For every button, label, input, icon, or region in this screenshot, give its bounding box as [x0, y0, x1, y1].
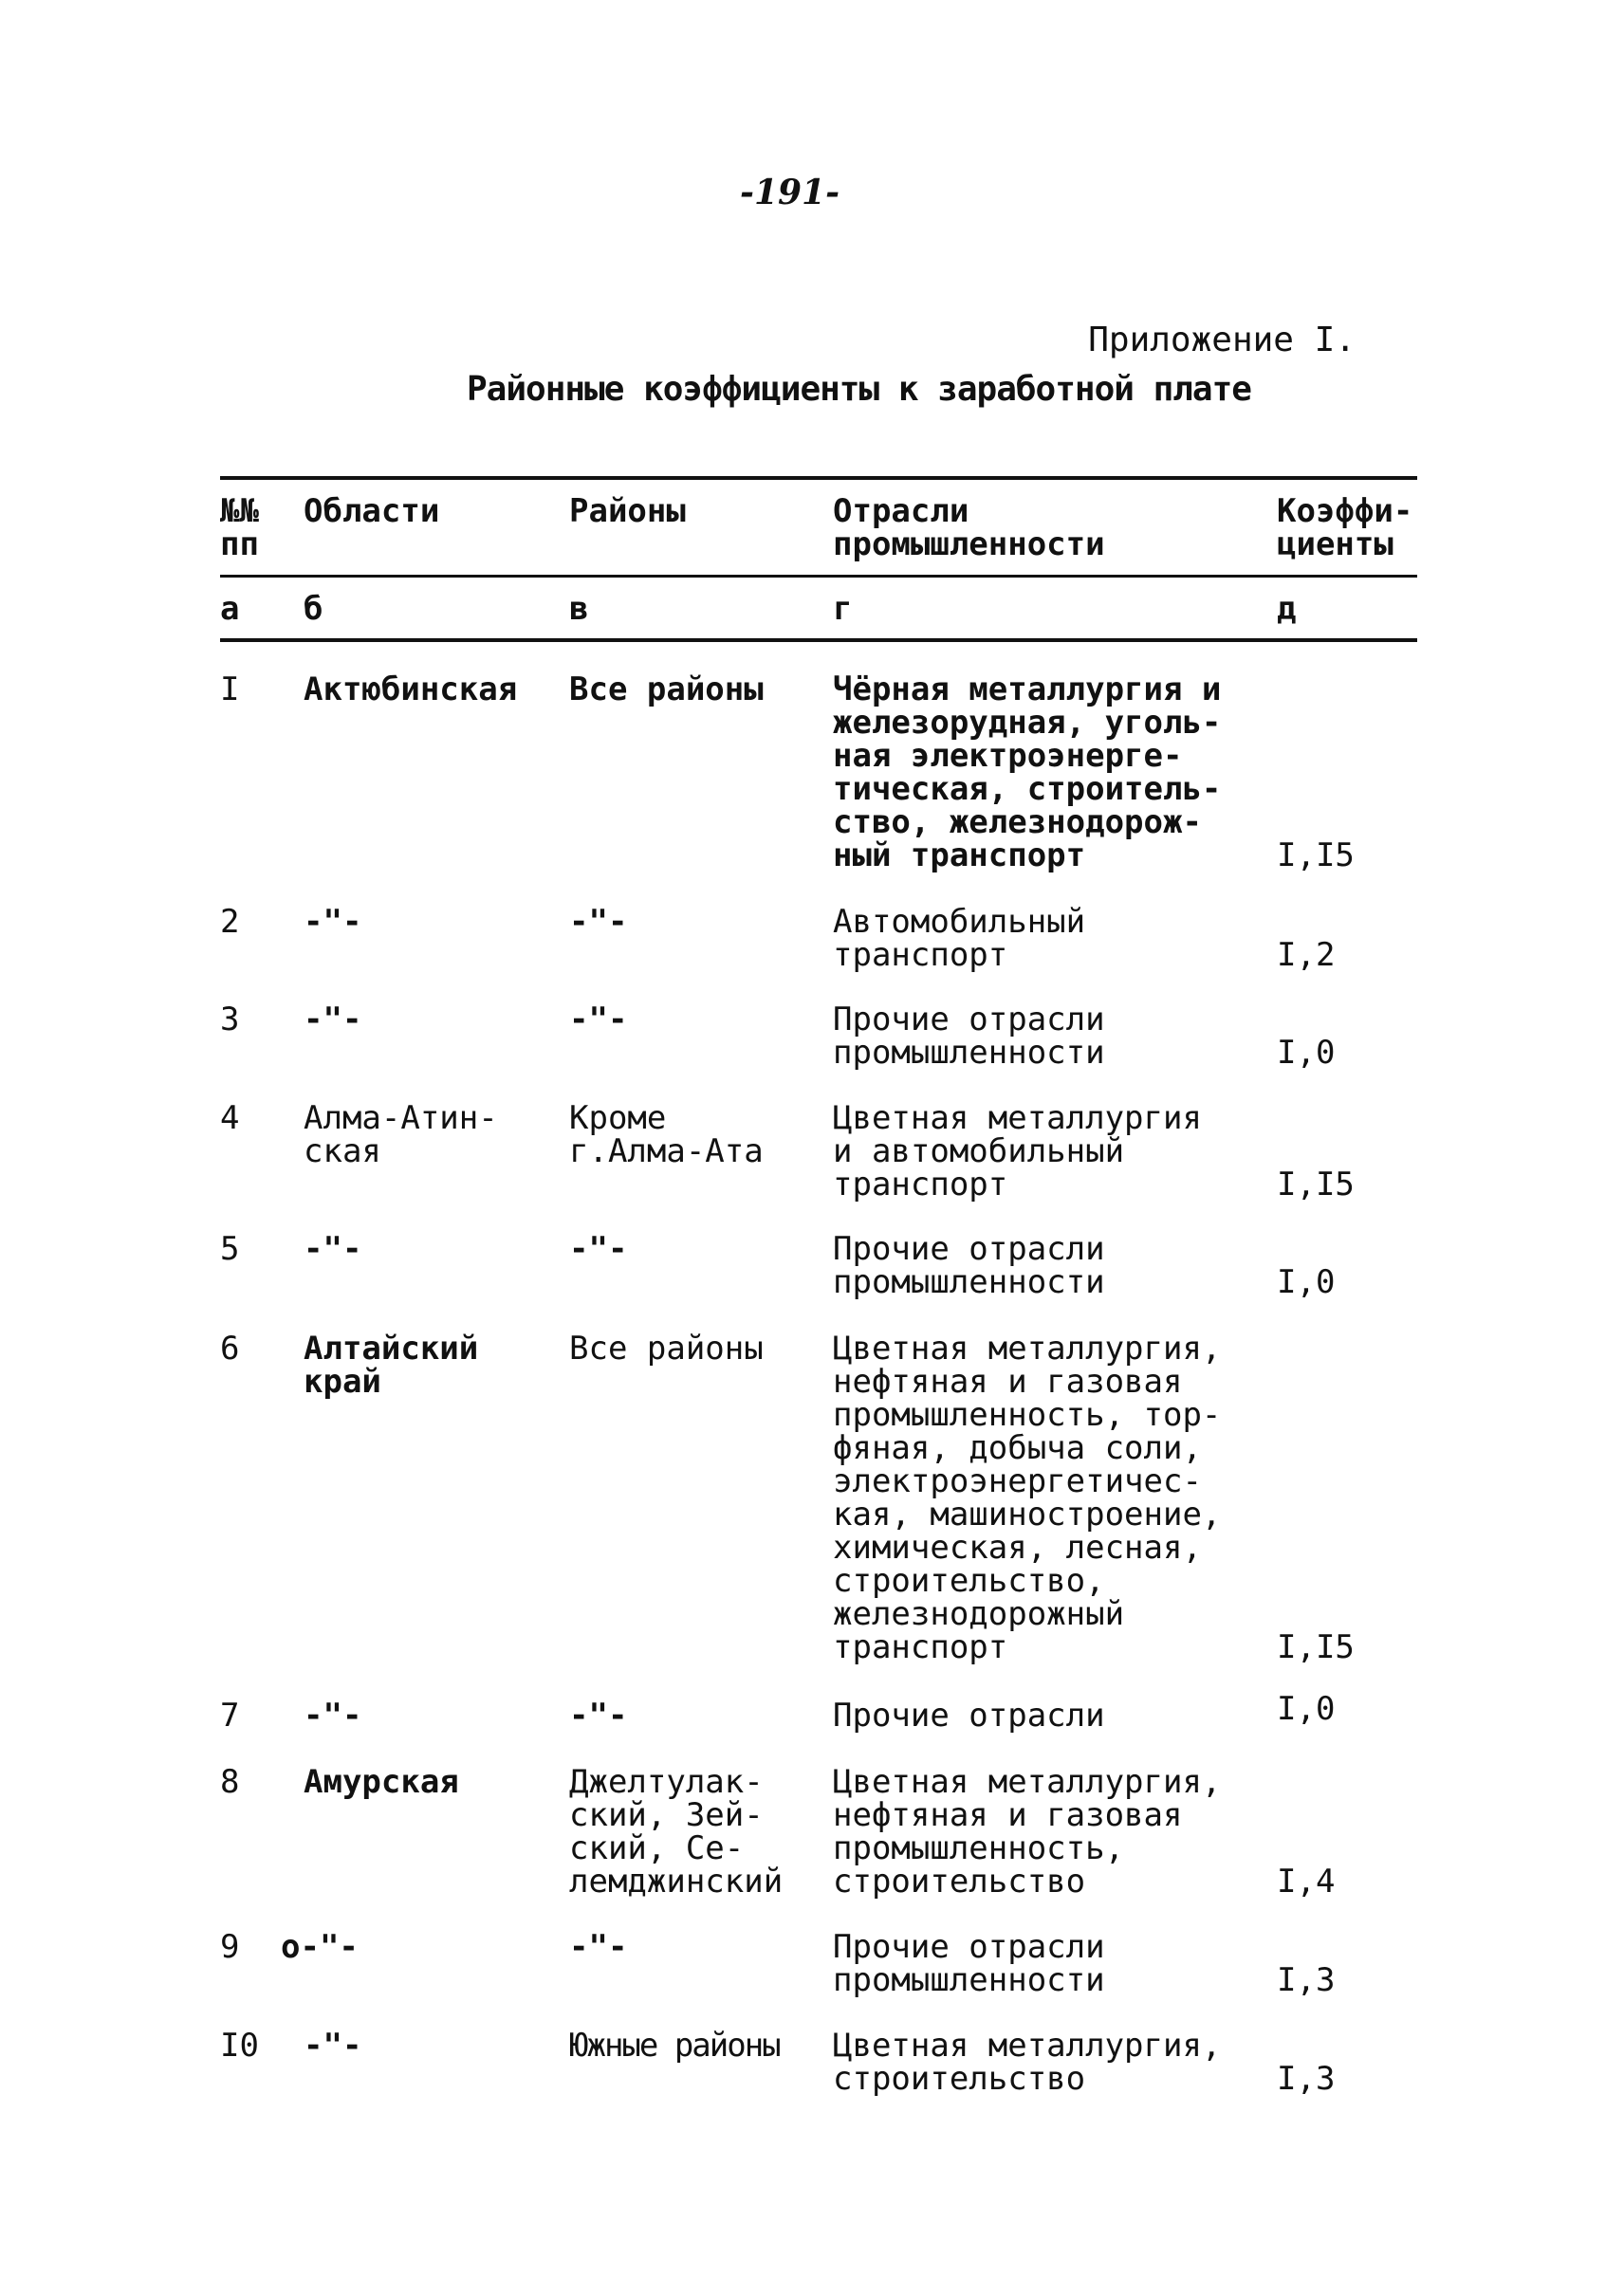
- row-oblast: о-"-: [281, 1928, 359, 1966]
- row-rayon: -"-: [569, 903, 628, 941]
- row-oblast: -"-: [304, 1001, 362, 1038]
- row-rayon: Все районы: [569, 1330, 764, 1368]
- table-header-rule: [220, 575, 1417, 578]
- appendix-label: Приложение I.: [1088, 321, 1356, 359]
- row-oblast: -"-: [304, 903, 362, 941]
- row-rayon: -"-: [569, 1001, 628, 1038]
- row-rayon: Все районы: [569, 670, 764, 708]
- header-otrasl: Отрасли промышленности: [833, 492, 1105, 563]
- row-koef: I,0: [1277, 1034, 1336, 1072]
- row-rayon: Кроме г.Алма-Ата: [569, 1099, 764, 1170]
- row-num: 2: [220, 903, 240, 941]
- row-koef: I,0: [1277, 1263, 1336, 1301]
- row-koef: I,3: [1277, 1961, 1336, 1999]
- row-rayon: -"-: [569, 1697, 628, 1735]
- letter-v: в: [569, 590, 589, 628]
- row-koef: I,4: [1277, 1863, 1336, 1901]
- row-koef: I,0: [1277, 1690, 1336, 1728]
- row-oblast: Алтайский край: [304, 1330, 479, 1401]
- row-rayon: -"-: [569, 1230, 628, 1268]
- row-num: I: [220, 670, 240, 708]
- header-oblast: Области: [304, 492, 440, 530]
- header-koef: Коэффи- циенты: [1277, 492, 1413, 563]
- row-num: I0: [220, 2027, 259, 2065]
- table-letters-rule: [220, 638, 1417, 642]
- header-num: №№ пп: [220, 492, 259, 563]
- letter-d: д: [1277, 590, 1297, 628]
- row-oblast: -"-: [304, 1697, 362, 1735]
- row-num: 4: [220, 1099, 240, 1137]
- row-oblast: -"-: [304, 2027, 362, 2065]
- row-otrasl: Цветная металлургия, строительство: [833, 2027, 1222, 2098]
- row-otrasl: Прочие отрасли промышленности: [833, 1230, 1105, 1301]
- table-top-rule: [220, 476, 1417, 480]
- page-number: -191-: [740, 173, 840, 212]
- row-otrasl: Чёрная металлургия и железорудная, уголь- ная электроэнерге- тическая, строитель- ство, железнодорож- ный транспорт: [833, 670, 1222, 874]
- row-oblast: Амурская: [304, 1763, 459, 1801]
- row-otrasl: Автомобильный транспорт: [833, 903, 1086, 974]
- letter-g: г: [833, 590, 853, 628]
- row-otrasl: Прочие отрасли: [833, 1697, 1105, 1735]
- row-num: 5: [220, 1230, 240, 1268]
- row-otrasl: Цветная металлургия, нефтяная и газовая промышленность, тор- фяная, добыча соли, электроэнергетичес- кая, машиностроение, химическая, лесная, строительство, железнодорожный транспорт: [833, 1330, 1222, 1666]
- row-rayon: Джелтулак- ский, Зей- ский, Се- лемджинский: [569, 1763, 784, 1901]
- row-rayon: -"-: [569, 1928, 628, 1966]
- row-otrasl: Прочие отрасли промышленности: [833, 1001, 1105, 1072]
- row-oblast: Актюбинская: [304, 670, 518, 708]
- row-oblast: -"-: [304, 1230, 362, 1268]
- row-koef: I,3: [1277, 2060, 1336, 2098]
- row-num: 6: [220, 1330, 240, 1368]
- row-koef: I,2: [1277, 936, 1336, 974]
- row-num: 8: [220, 1763, 240, 1801]
- row-koef: I,I5: [1277, 1166, 1355, 1203]
- page-title: Районные коэффициенты к заработной плате: [467, 370, 1251, 409]
- header-rayon: Районы: [569, 492, 686, 530]
- row-otrasl: Цветная металлургия, нефтяная и газовая промышленность, строительство: [833, 1763, 1222, 1901]
- row-num: 9: [220, 1928, 240, 1966]
- row-num: 3: [220, 1001, 240, 1038]
- row-num: 7: [220, 1697, 240, 1735]
- letter-b: б: [304, 590, 323, 628]
- row-oblast: Алма-Атин- ская: [304, 1099, 498, 1170]
- row-otrasl: Прочие отрасли промышленности: [833, 1928, 1105, 1999]
- row-koef: I,I5: [1277, 1628, 1355, 1666]
- letter-a: а: [220, 590, 240, 628]
- row-koef: I,I5: [1277, 836, 1355, 874]
- row-rayon: Южные районы: [569, 2027, 780, 2065]
- row-otrasl: Цветная металлургия и автомобильный транспорт: [833, 1099, 1202, 1203]
